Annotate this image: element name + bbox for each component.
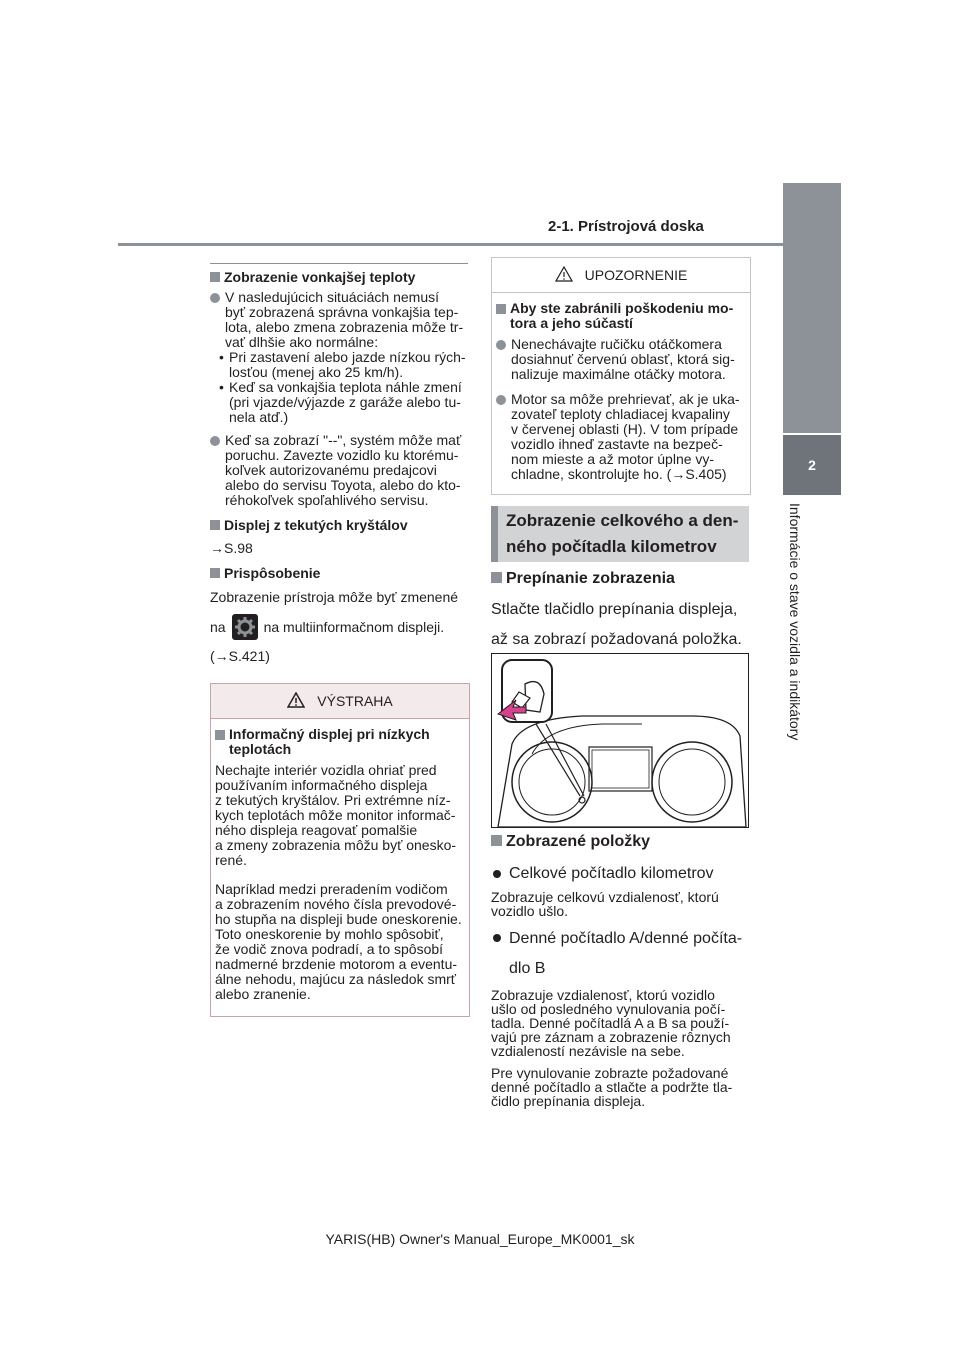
dashboard-illustration <box>491 653 749 828</box>
arrow-icon: → <box>214 648 229 664</box>
footer-text: YARIS(HB) Owner's Manual_Europe_MK0001_sk <box>325 1231 635 1247</box>
header-rule <box>118 243 841 246</box>
warning-heading: Informačný displej pri nízkych teplotách <box>215 727 463 757</box>
ref-customize[interactable]: (→S.421) <box>210 648 270 664</box>
warning-box <box>210 683 470 1017</box>
notice-box <box>491 257 751 495</box>
right-column-lower <box>491 830 753 1108</box>
ref-lcd[interactable]: →S.98 <box>210 540 253 556</box>
sub-item: • Pri zastavení alebo jazde nízkou rých- losťou (menej ako 25 km/h). <box>219 349 466 380</box>
round-bullet-icon <box>210 436 220 446</box>
customize-text: Zobrazenie prístroja môže byť zmenené <box>210 589 459 605</box>
notice-bullet-1: Nenechávajte ručičku otáčkomera dosiahnuť červenú oblasť, ktorá sig- nalizuje maximálne otáčky motora. <box>496 337 744 382</box>
round-bullet-icon <box>493 870 501 878</box>
item-odometer: Celkové počítadlo kilometrov <box>491 860 753 888</box>
section-heading: Zobrazenie celkového a den- ného počítadla kilometrov <box>491 506 749 562</box>
notice-header: UPOZORNENIE <box>492 258 750 293</box>
notice-bullet-2: Motor sa môže prehrievať, ak je uka- zovateľ teploty chladiacej kvapaliny v červenej oblasti (H). V tom prípade vozidlo ihneď zastavte na bezpeč- nom mieste a až motor úplne vy- chladne, skontrolujte ho. (→S.405) <box>496 392 744 482</box>
heading-switch-display: Prepínanie zobrazenia <box>491 567 753 591</box>
caution-triangle-icon <box>555 266 573 282</box>
bullet-malfunction: Keď sa zobrazí "--", systém môže mať poruchu. Zavezte vozidlo ku ktorému- koľvek autorizovanému predajcovi alebo do servisu Toyota, alebo do kto- réhokoľvek spoľahlivého servisu. <box>210 433 468 508</box>
heading-displayed-items: Zobrazené položky <box>491 830 753 854</box>
item-tripmeter: Denné počítadlo A/denné počíta- dlo B <box>491 924 753 984</box>
ref-engine[interactable]: chladne, skontrolujte ho. (→S.405) <box>511 466 727 482</box>
heading-customize: Prispôsobenie <box>210 566 468 581</box>
round-bullet-icon <box>493 934 501 942</box>
chapter-title: Informácie o stave vozidla a indikátory <box>787 503 803 741</box>
square-bullet-icon <box>210 272 220 282</box>
side-tab-bar <box>783 183 841 433</box>
bullet-outside-temp: V nasledujúcich situáciách nemusí byť zobrazená správna vonkajšia tep- lota, alebo zmena zobrazenia môže tr- vať dlhšie ako normálne: • Pri zastavení alebo jazde nízkou rých- losťou (menej ako 25 km/h). • Keď sa vonkajšia teplota náhle zmení (pri vjazde/výjazde z garáže alebo tu- nela atď.) <box>210 290 468 425</box>
heading-lcd: Displej z tekutých kryštálov <box>210 518 468 533</box>
switch-display-text: Stlačte tlačidlo prepínania displeja, až sa zobrazí požadovaná položka. <box>491 601 742 648</box>
round-bullet-icon <box>496 395 506 405</box>
heading-outside-temp: Zobrazenie vonkajšej teploty <box>210 263 468 285</box>
customize-text-line2: na na multiinformačnom displeji. <box>210 613 468 641</box>
square-bullet-icon <box>491 835 502 846</box>
square-bullet-icon <box>491 572 502 583</box>
square-bullet-icon <box>215 730 225 740</box>
gear-icon <box>232 614 258 640</box>
warning-paragraph-2: Napríklad medzi preradením vodičom a zobrazením nového čísla prevodové- ho stupňa na displeji bude oneskorenie. Toto oneskorenie by mohlo spôsobiť, že vodič znova podradí, a to spôsobí nadmerné brzdenie motorom a eventu- álne nehodu, majúcu za následok smrť alebo zranenie. <box>215 881 462 1002</box>
arrow-icon: → <box>210 540 224 556</box>
arrow-icon: → <box>671 466 686 482</box>
left-column <box>210 263 468 664</box>
round-bullet-icon <box>210 293 220 303</box>
square-bullet-icon <box>210 568 220 578</box>
square-bullet-icon <box>210 520 220 530</box>
warning-paragraph-1: Nechajte interiér vozidla ohriať pred používaním informačného displeja z tekutých kryštálov. Pri extrémne níz- kych teplotách môže monitor informač- ného displeja reagovať pomalšie a zmeny zobrazenia môžu byť onesko- rené. <box>215 762 457 868</box>
square-bullet-icon <box>496 304 506 314</box>
warning-triangle-icon <box>287 692 305 708</box>
round-bullet-icon <box>496 340 506 350</box>
notice-heading: Aby ste zabránili poškodeniu mo- tora a jeho súčastí <box>496 301 744 331</box>
chapter-number: 2 <box>783 435 841 495</box>
right-column <box>491 567 753 655</box>
reset-instruction: Pre vynulovanie zobrazte požadované denné počítadlo a stlačte a podržte tla- čidlo prepínania displeja. <box>491 1065 733 1109</box>
section-title: 2-1. Prístrojová doska <box>548 218 704 235</box>
sub-item: • Keď sa vonkajšia teplota náhle zmení (pri vjazde/výjazde z garáže alebo tu- nela atď.) <box>219 379 462 425</box>
item-tripmeter-desc: Zobrazuje vzdialenosť, ktorú vozidlo ušlo od posledného vynulovania počí- tadla. Denné počítadlá A a B sa použí- vajú pre záznam a zobrazenie rôznych vzdialeností nezávisle na sebe. <box>491 987 731 1059</box>
item-odometer-desc: Zobrazuje celkovú vzdialenosť, ktorú vozidlo ušlo. <box>491 889 719 919</box>
warning-header: VÝSTRAHA <box>211 684 469 719</box>
